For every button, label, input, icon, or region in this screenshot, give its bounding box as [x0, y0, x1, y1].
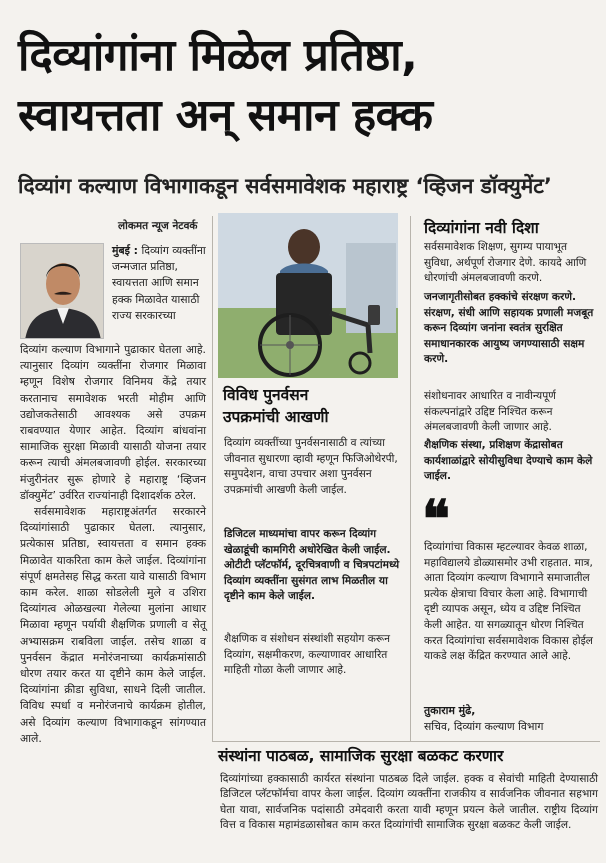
box-title-line-2: उपक्रमांची आखणी: [223, 408, 329, 426]
dateline-city: मुंबई :: [112, 244, 138, 257]
right-paragraph-2: जनजागृतीसोबत हक्कांचे संरक्षण करणे. संरक्षण, संधी आणि सहायक प्रणाली मजबूत करून दिव्यांग जनांना स्वतंत्र सुरक्षित समाधानकारक आयुष्य जगण्यासाठी सक्षम करणे.: [424, 291, 594, 366]
box-paragraph-3: शैक्षणिक व संशोधन संस्थांशी सहयोग करून दिव्यांग, सक्षमीकरण, कल्याणावर आधारित माहिती गोळा केली जाणार आहे.: [224, 633, 390, 677]
wheelchair-person-icon: [218, 213, 398, 378]
subheadline: दिव्यांग कल्याण विभागाकडून सर्वसमावेशक महाराष्ट्र ‘व्हिजन डॉक्युमेंट’: [18, 174, 552, 198]
headline-line-2: स्वायत्तता अन् समान हक्क: [18, 90, 433, 141]
quote-author-name: तुकाराम मुंढे,: [424, 704, 476, 717]
right-paragraph-1: सर्वसमावेशक शिक्षण, सुगम्य पायाभूत सुविधा, अर्थपूर्ण रोजगार देणे. कायदे आणि धोरणांची अंमलबजावणी करणे.: [424, 241, 587, 285]
bottom-section-title: संस्थांना पाठबळ, सामाजिक सुरक्षा बळकट करणार: [218, 747, 504, 765]
byline: लोकमत न्यूज नेटवर्क: [118, 220, 198, 232]
portrait-person-icon: [21, 244, 104, 339]
wheelchair-photo: [218, 213, 398, 378]
lead-intro: [112, 243, 206, 324]
right-paragraph-4: शैक्षणिक संस्था, प्रशिक्षण केंद्रासोबत कार्यशाळांद्वारे सोयीसुविधा देण्याचे काम केले जाईल.: [424, 439, 593, 483]
section-divider: [212, 741, 600, 742]
right-paragraph-3: संशोधनावर आधारित व नावीन्यपूर्ण संकल्पनांद्वारे उद्दिष्ट निश्चित करून अंमलबजावणी केली जाणार आहे.: [424, 390, 556, 434]
column-divider-1: [212, 216, 213, 741]
box-title: [223, 384, 399, 428]
right-section-title: दिव्यांगांना नवी दिशा: [424, 219, 539, 237]
box-paragraph-2: डिजिटल माध्यमांचा वापर करून दिव्यांग खेळाडूंची कामगिरी अधोरेखित केली जाईल. ओटीटी प्लॅटफॉर्म, दूरचित्रवाणी व चित्रपटांमध्ये दिव्यांग व्यक्तींना सुसंगत लाभ मिळतील या दृष्टीने काम केले जाईल.: [224, 528, 400, 603]
box-title-line-1: विविध पुनर्वसन: [223, 386, 309, 404]
headline-line-1: दिव्यांगांना मिळेल प्रतिष्ठा,: [18, 30, 418, 81]
lead-paragraph-2: सर्वसमावेशक महाराष्ट्रअंतर्गत सरकारने दिव्यांगांसाठी पुढाकार घेतला. त्यानुसार, प्रत्येकास प्रतिष्ठा, स्वायत्तता व समान हक्क मिळावेत याकरिता काम केले जाईल. दिव्यांगांना संपूर्ण क्षमतेसह सिद्ध करता यावे यासाठी विभाग काम करेल. शाळा सोडलेली मुले व उशिरा दिव्यांगत्व ओळखल्या गेलेल्या मुलांना आधार मिळावा म्हणून पर्यायी शैक्षणिक प्रणाली व सेतू अभ्यासक्रम राबविला जाईल. तसेच शाळा व पुनर्वसन केंद्रात मनोरंजनाच्या कार्यक्रमांसाठी धोरण तयार करत या दृष्टीने काम केले जाईल. दिव्यांगांना क्रीडा सुविधा, साधने दिली जातील. विविध स्पर्धा व मनोरंजनाचे कार्यक्रम होतील, असे दिव्यांग कल्याण विभागाकडून सांगण्यात आले.: [20, 505, 206, 745]
bottom-paragraph: दिव्यांगांच्या हक्कासाठी कार्यरत संस्थांना पाठबळ दिले जाईल. हक्क व सेवांची माहिती देण्यासाठी डिजिटल प्लॅटफॉर्मचा वापर केला जाईल. दिव्यांग व्यक्तींना राजकीय व सार्वजनिक जीवनात सहभाग घेता यावा, सार्वजनिक पदांसाठी उमेदवारी करता यावी म्हणून प्रयत्न केले जातील. राष्ट्रीय दिव्यांग वित्त व विकास महामंडळासोबत काम करत दिव्यांगांची सामाजिक सुरक्षा बळकट केली जाईल.: [220, 773, 598, 832]
lead-intro-text: दिव्यांग व्यक्तींना जन्मजात प्रतिष्ठा, स्वायत्तता आणि समान हक्क मिळावेत यासाठी राज्य सरकारच्या: [112, 244, 206, 322]
lead-body: [20, 342, 206, 747]
portrait-photo: [20, 243, 104, 339]
box-paragraph-1: दिव्यांग व्यक्तींच्या पुनर्वसनासाठी व त्यांच्या जीवनात सुधारणा व्हावी म्हणून फिजिओथेरपी, समुपदेशन, वाचा उपचार अशा पुनर्वसन उपक्रमांची आखणी केली जाईल.: [224, 437, 398, 496]
lead-paragraph-1: दिव्यांग कल्याण विभागाने पुढाकार घेतला आहे. त्यानुसार दिव्यांग व्यक्तींना रोजगार मिळावा म्हणून विशेष रोजगार विनिमय केंद्रे तयार करतानाच समावेशक भरती मोहीम आणि उद्योजकतेसाठी आवश्यक असे उपक्रम राबवण्यात येणार आहेत. दिव्यांग बांधवांना सामाजिक सुरक्षा मिळावी यासाठी योजना तयार करून त्याची अंमलबजावणी होईल. सरकारच्या मंजुरीनंतर सुरू होणारे हे महाराष्ट्र ‘व्हिजन डॉक्युमेंट’ उर्वरित राज्यांनाही दिशादर्शक ठरेल.: [20, 343, 206, 502]
quote-text: दिव्यांगांचा विकास म्हटल्यावर केवळ शाळा, महाविद्यालये डोळ्यासमोर उभी राहतात. मात्र, आता दिव्यांग कल्याण विभागाने समाजातील प्रत्येक क्षेत्राचा विचार केला आहे. विभागाची दृष्टी व्यापक असून, ध्येय व उद्दिष्ट निश्चित केली आहेत. या सगळ्यातून धोरण निश्चित करत दिव्यांगांचा सर्वसमावेशक विकास होईल याकडे लक्ष केंद्रित करण्यात आले आहे.: [424, 541, 593, 663]
headline: [18, 26, 598, 146]
quote-mark-icon: ❝: [422, 489, 450, 550]
column-divider-2: [410, 216, 411, 741]
quote-author-role: सचिव, दिव्यांग कल्याण विभाग: [424, 720, 544, 733]
